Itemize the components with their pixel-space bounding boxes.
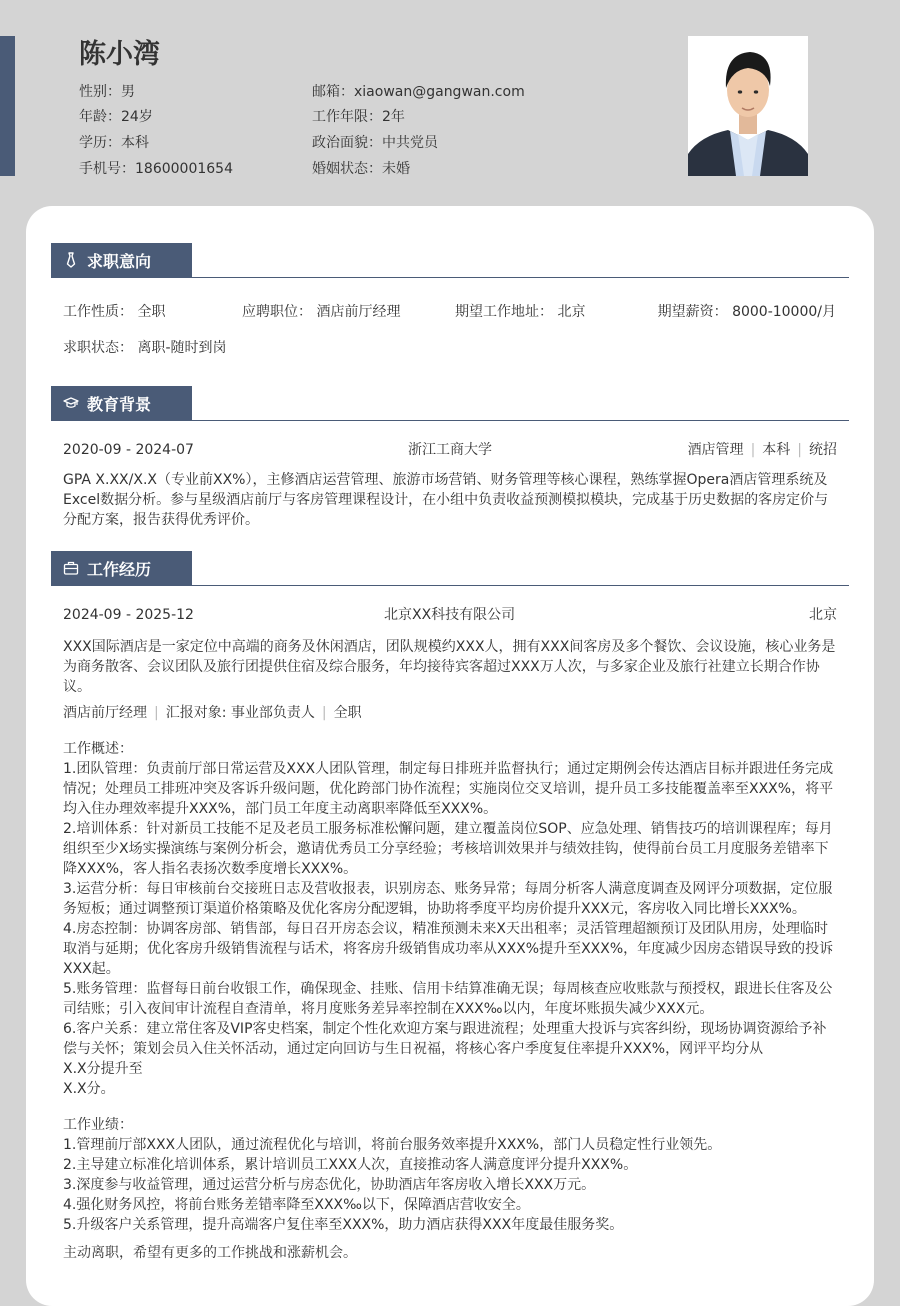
info-marital: 婚姻状态：未婚 [312, 161, 410, 177]
company-description: XXX国际酒店是一家定位中高端的商务及休闲酒店，团队规模约XXX人，拥有XXX间客房及多个餐饮、会议设施，核心业务是为商务散客、会议团队及旅行团提供住宿及综合服务，年均接待宾客超过XXX万人次，与多家企业及旅行社建立长期合作协议。 [63, 639, 836, 695]
info-education: 学历：本科 [79, 135, 149, 151]
overview-item: X.X分提升至 [63, 1061, 143, 1077]
work-role-line: 酒店前厅经理 | 汇报对象: 事业部负责人 | 全职 [63, 705, 362, 721]
achievement-item: 2.主导建立标准化培训体系，累计培训员工XXX人次，直接推动客人满意度评分提升XXX%。 [63, 1157, 638, 1173]
job-salary: 期望薪资： 8000-10000/月 [657, 304, 836, 320]
section-title: 教育背景 [87, 394, 152, 414]
section-job-intent [51, 243, 849, 277]
edu-meta: 酒店管理 | 本科 | 统招 [687, 442, 837, 458]
resume-card [26, 206, 874, 1306]
info-work-years: 工作年限：2年 [312, 109, 405, 125]
job-position: 应聘职位： 酒店前厅经理 [242, 304, 401, 320]
job-nature: 工作性质： 全职 [63, 304, 166, 320]
overview-item: 1.团队管理：负责前厅部日常运营及XXX人团队管理，制定每日排班并监督执行；通过定期例会传达酒店目标并跟进任务完成情况；处理员工排班冲突及客诉升级问题，优化跨部门协作流程；实施岗位交叉培训，提升员工多技能覆盖率至XXX%，将平均入住办理效率提升XXX%，部门员工年度主动离职率降低至XXX%。 [63, 761, 834, 817]
info-gender: 性别：男 [79, 84, 135, 100]
overview-item: 4.房态控制：协调客房部、销售部，每日召开房态会议，精准预测未来X天出租率；灵活管理超额预订及团队用房，处理临时取消与延期；优化客房升级销售流程与话术，将客房升级销售成功率从XXX%提升至XXX%，年度减少因房态错误导致的投诉XXX起。 [63, 921, 834, 977]
briefcase-icon [63, 560, 79, 576]
work-overview [63, 739, 838, 1099]
tie-icon [63, 252, 79, 268]
overview-item: 2.培训体系：针对新员工技能不足及老员工服务标准松懈问题，建立覆盖岗位SOP、应急处理、销售技巧的培训课程库；每月组织至少X场实操演练与案例分析会，邀请优秀员工分享经验；考核培训效果并与绩效挂钩，使得前台员工月度服务差错率下降XXX%，客人指名表扬次数季度增长XXX%。 [63, 821, 833, 877]
work-achievements [63, 1115, 838, 1235]
work-period: 2024-09 - 2025-12 [63, 607, 194, 623]
accent-bar [0, 36, 15, 176]
section-title: 工作经历 [87, 559, 152, 579]
edu-description: GPA X.XX/X.X（专业前XX%），主修酒店运营管理、旅游市场营销、财务管理等核心课程，熟练掌握Opera酒店管理系统及Excel数据分析。参与星级酒店前厅与客房管理课程设计，在小组中负责收益预测模拟模块，完成基于历史数据的客房定价与分配方案，报告获得优秀评价。 [63, 472, 829, 528]
divider [51, 585, 849, 586]
achievement-item: 3.深度参与收益管理，通过运营分析与房态优化，协助酒店年客房收入增长XXX万元。 [63, 1177, 596, 1193]
job-location: 期望工作地址： 北京 [455, 304, 586, 320]
info-phone: 手机号：18600001654 [79, 161, 233, 177]
overview-item: 6.客户关系：建立常住客及VIP客史档案，制定个性化欢迎方案与跟进流程；处理重大投诉与宾客纠纷，现场协调资源给予补偿与关怀；策划会员入住关怀活动，通过定向回访与生日祝福，将核心客户季度复住率提升XXX%，网评平均分从 [63, 1021, 827, 1057]
section-work [51, 551, 849, 585]
divider [51, 277, 849, 278]
info-age: 年龄：24岁 [79, 109, 153, 125]
achievement-item: 5.升级客户关系管理，提升高端客户复住率至XXX%，助力酒店获得XXX年度最佳服务奖。 [63, 1217, 624, 1233]
job-status: 求职状态： 离职-随时到岗 [63, 340, 227, 356]
achievement-item: 1.管理前厅部XXX人团队，通过流程优化与培训，将前台服务效率提升XXX%，部门人员稳定性行业领先。 [63, 1137, 722, 1153]
achievements-title: 工作业绩： [63, 1117, 133, 1133]
candidate-name: 陈小湾 [79, 39, 160, 70]
leave-reason: 主动离职，希望有更多的工作挑战和涨薪机会。 [63, 1245, 357, 1261]
overview-item: 3.运营分析：每日审核前台交接班日志及营收报表，识别房态、账务异常；每周分析客人满意度调查及网评分项数据，定位服务短板；通过调整预订渠道价格策略及优化客房分配逻辑，协助将季度平均房价提升XXX元，客房收入同比增长XXX%。 [63, 881, 833, 917]
section-education [51, 386, 849, 420]
edu-school: 浙江工商大学 [408, 442, 492, 458]
overview-item: 5.账务管理：监督每日前台收银工作，确保现金、挂账、信用卡结算准确无误；每周核查应收账款与预授权，跟进长住客及公司结账；引入夜间审计流程自查清单，将月度账务差异率控制在XXX‰以内，年度坏账损失减少XXX元。 [63, 981, 833, 1017]
info-political: 政治面貌：中共党员 [312, 135, 438, 151]
overview-title: 工作概述： [63, 741, 133, 757]
info-email: 邮箱：xiaowan@gangwan.com [312, 84, 525, 100]
work-company: 北京XX科技有限公司 [384, 607, 516, 623]
achievement-item: 4.强化财务风控，将前台账务差错率降至XXX‰以下，保障酒店营收安全。 [63, 1197, 530, 1213]
edu-period: 2020-09 - 2024-07 [63, 442, 194, 458]
work-city: 北京 [809, 607, 837, 623]
profile-photo [688, 36, 808, 176]
divider [51, 420, 849, 421]
section-title: 求职意向 [87, 251, 152, 271]
graduation-cap-icon [63, 395, 79, 411]
overview-item: X.X分。 [63, 1081, 115, 1097]
